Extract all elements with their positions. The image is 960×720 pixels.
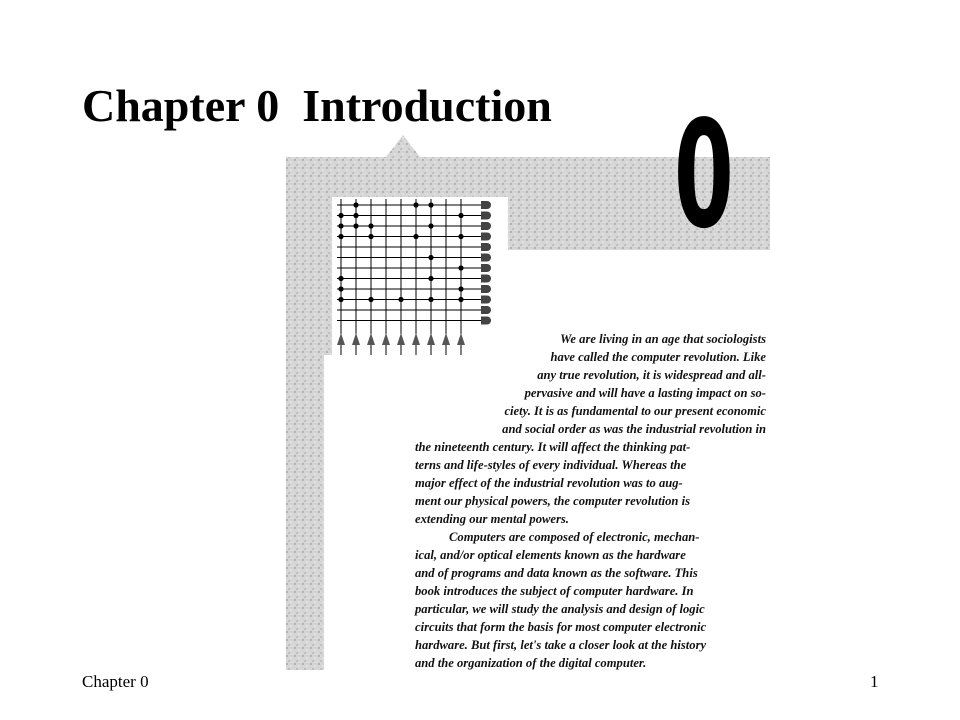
chapter-digit: 0: [674, 89, 733, 261]
scanned-chapter-page: [286, 89, 770, 670]
gate-symbol: [481, 201, 491, 209]
gate-symbol: [481, 317, 491, 325]
grid-node: [368, 223, 373, 228]
intro-line: have called the computer revolution. Like: [550, 350, 766, 364]
grid-node: [353, 202, 358, 207]
grid-node: [368, 297, 373, 302]
footer-chapter-label: Chapter 0: [82, 672, 149, 691]
grid-node: [338, 234, 343, 239]
intro-paragraph-2: [415, 528, 766, 672]
intro-line: any true revolution, it is widespread and all-: [537, 368, 766, 382]
gate-symbol: [481, 306, 491, 314]
intro-line: particular, we will study the analysis and design of logic: [415, 602, 705, 616]
intro-line: and of programs and data known as the software. This: [415, 566, 698, 580]
slide-title: Chapter 0 Introduction: [82, 80, 552, 131]
grid-node: [458, 213, 463, 218]
gate-symbol: [481, 212, 491, 220]
intro-line: extending our mental powers.: [415, 512, 569, 526]
intro-line: major effect of the industrial revolution was to aug-: [415, 476, 683, 490]
grid-node: [458, 265, 463, 270]
gate-symbol: [481, 296, 491, 304]
intro-line: ciety. It is as fundamental to our present economic: [504, 404, 766, 418]
gate-symbol: [481, 264, 491, 272]
gate-symbol: [481, 254, 491, 262]
gate-symbol: [481, 233, 491, 241]
grid-node: [428, 276, 433, 281]
intro-line: terns and life-styles of every individual. Whereas the: [415, 458, 687, 472]
intro-line: Computers are composed of electronic, mechan-: [449, 530, 700, 544]
grid-node: [458, 286, 463, 291]
grid-node: [413, 234, 418, 239]
intro-line: We are living in an age that sociologists: [560, 332, 766, 346]
intro-line: ment our physical powers, the computer revolution is: [415, 494, 690, 508]
grid-node: [338, 276, 343, 281]
intro-line: pervasive and will have a lasting impact on so-: [524, 386, 766, 400]
intro-line: and social order as was the industrial revolution in: [502, 422, 766, 436]
intro-line: the nineteenth century. It will affect the thinking pat-: [415, 440, 691, 454]
gate-symbol: [481, 275, 491, 283]
grid-node: [428, 255, 433, 260]
grid-node: [338, 213, 343, 218]
grid-node: [428, 223, 433, 228]
intro-text: [415, 330, 766, 672]
grid-node: [338, 297, 343, 302]
intro-line: book introduces the subject of computer hardware. In: [415, 584, 694, 598]
gate-symbol: [481, 285, 491, 293]
intro-paragraph-1: [415, 330, 766, 528]
grid-node: [353, 223, 358, 228]
intro-line: hardware. But first, let's take a closer look at the history: [415, 638, 707, 652]
grid-node: [338, 286, 343, 291]
grid-node: [413, 202, 418, 207]
grid-node: [368, 234, 373, 239]
grid-node: [428, 202, 433, 207]
grid-node: [458, 234, 463, 239]
grid-node: [458, 297, 463, 302]
intro-line: and the organization of the digital computer.: [415, 656, 647, 670]
intro-line: ical, and/or optical elements known as the hardware: [415, 548, 686, 562]
grid-node: [398, 297, 403, 302]
grid-node: [353, 213, 358, 218]
intro-line: circuits that form the basis for most computer electronic: [415, 620, 707, 634]
gate-symbol: [481, 243, 491, 251]
page-number: 1: [870, 672, 879, 691]
grid-node: [338, 223, 343, 228]
grid-node: [428, 297, 433, 302]
gate-symbol: [481, 222, 491, 230]
